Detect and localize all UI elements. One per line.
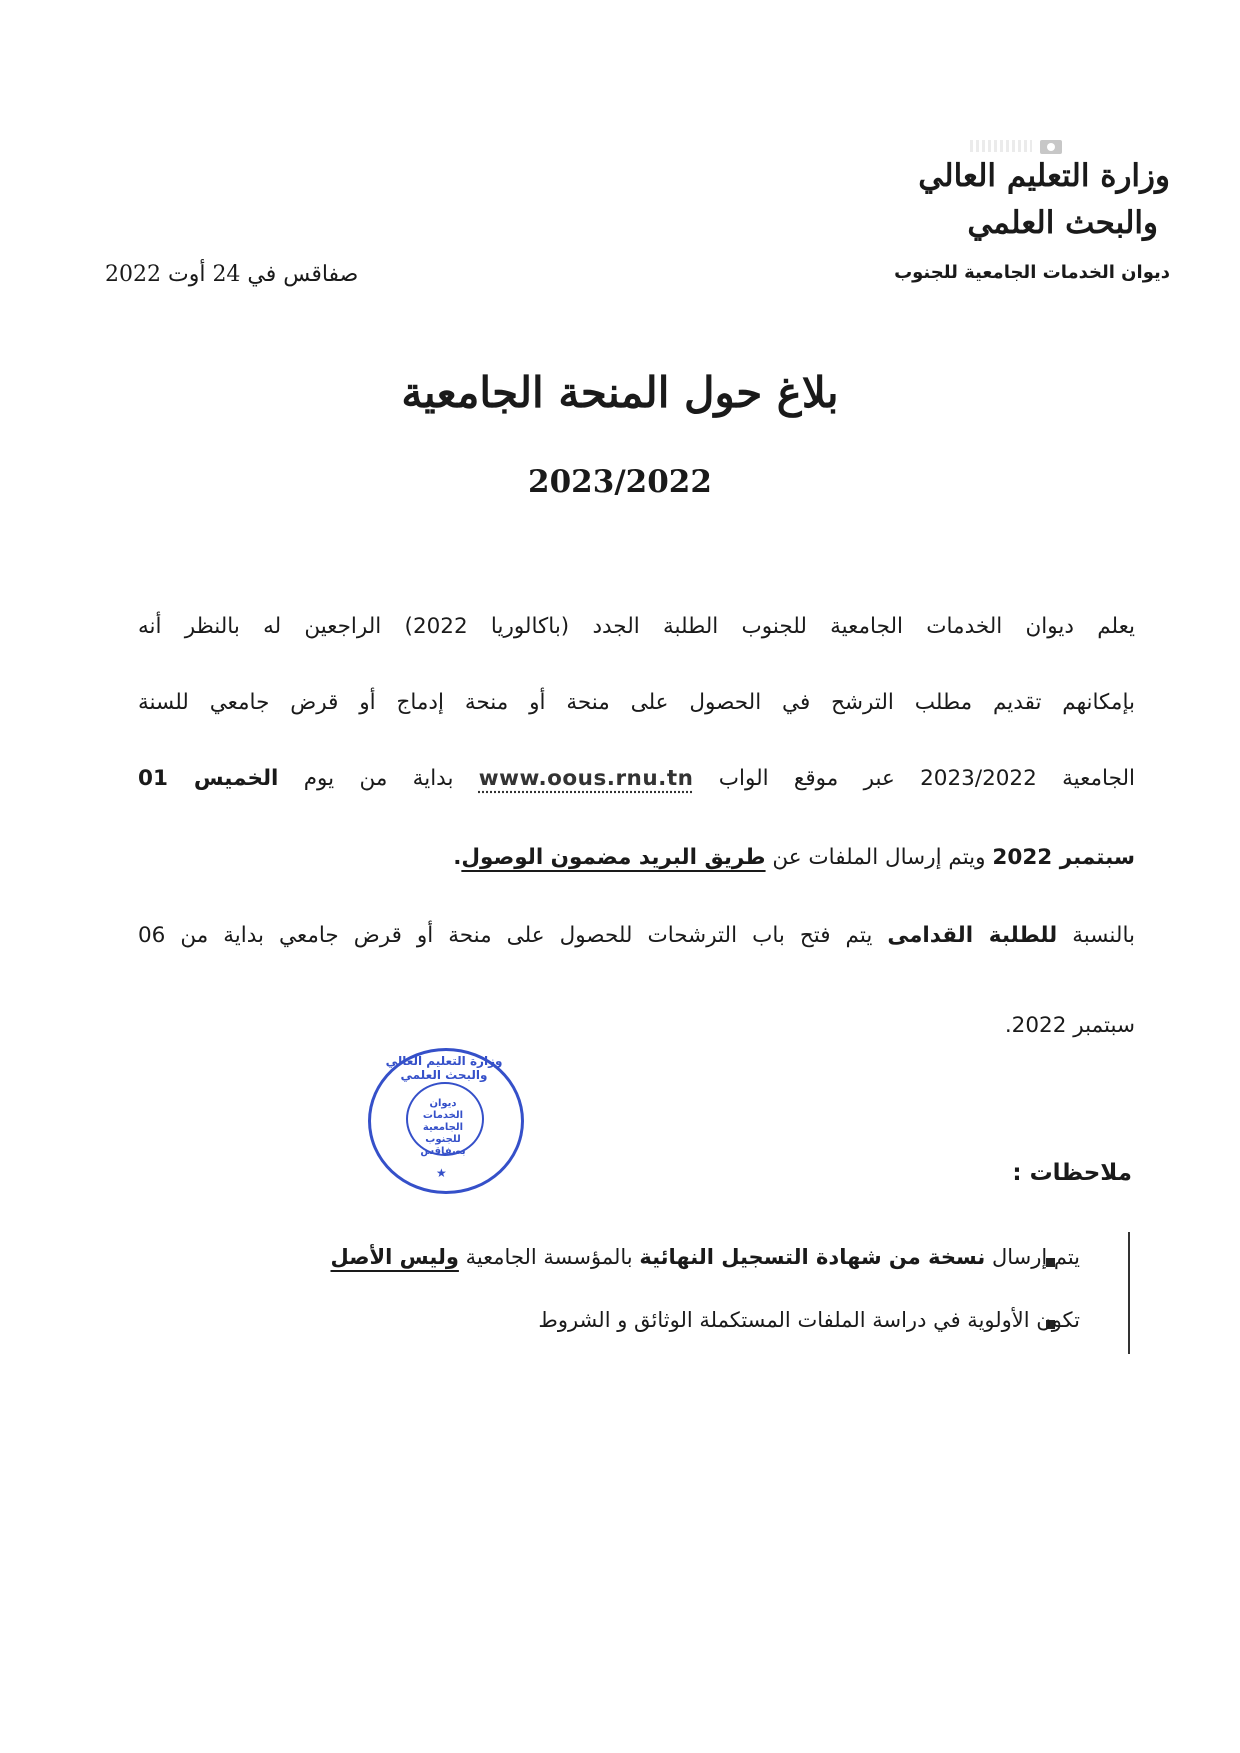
note-1-certificate: نسخة من شهادة التسجيل النهائية bbox=[639, 1245, 986, 1269]
body-line-5 bbox=[138, 923, 1135, 948]
body-line-3-text-b: بداية من يوم bbox=[303, 766, 454, 791]
note-2: تكون الأولوية في دراسة الملفات المستكملة الوثائق و الشروط bbox=[538, 1308, 1080, 1332]
ministry-name-line2: والبحث العلمي bbox=[967, 205, 1158, 241]
body-line-3 bbox=[138, 766, 1135, 791]
body-line-3-text-a: الجامعية 2023/2022 عبر موقع الواب bbox=[718, 766, 1135, 791]
body-line-1: يعلم ديوان الخدمات الجامعية للجنوب الطلبة الجدد (باكالوريا 2022) الراجعين له بالنظر أنه bbox=[138, 614, 1135, 639]
note-1-not-original: وليس الأصل bbox=[330, 1245, 459, 1269]
official-stamp bbox=[368, 1048, 528, 1198]
ministry-name-line1: وزارة التعليم العالي bbox=[918, 158, 1170, 194]
notes-side-rule bbox=[1128, 1232, 1130, 1354]
note-1-text-c: بالمؤسسة الجامعية bbox=[465, 1245, 633, 1269]
registered-mail-notice: طريق البريد مضمون الوصول bbox=[461, 845, 766, 870]
body-line-4 bbox=[453, 845, 1135, 870]
body-line-4-period: . bbox=[453, 845, 462, 870]
body-line-2: بإمكانهم تقديم مطلب الترشح في الحصول على منحة أو منحة إدماج أو قرض جامعي للسنة bbox=[138, 690, 1135, 715]
note-1-text-a: يتم إرسال bbox=[991, 1245, 1080, 1269]
start-date-new-students: الخميس 01 bbox=[138, 766, 279, 791]
place-date: صفاقس في 24 أوت 2022 bbox=[105, 262, 359, 287]
office-name: ديوان الخدمات الجامعية للجنوب bbox=[894, 262, 1170, 283]
body-line-5-text-a: بالنسبة bbox=[1072, 923, 1135, 948]
notes-title: ملاحظات : bbox=[1012, 1160, 1132, 1186]
document-title: بلاغ حول المنحة الجامعية bbox=[401, 368, 839, 417]
tunisia-flag-icon bbox=[1040, 140, 1062, 154]
body-line-6: سبتمبر 2022. bbox=[1004, 1013, 1135, 1038]
stamp-ring-text: وزارة التعليم العالي والبحث العلمي bbox=[385, 1054, 503, 1082]
start-month-new-students: سبتمبر 2022 bbox=[992, 845, 1135, 870]
body-line-4-text: ويتم إرسال الملفات عن bbox=[772, 845, 986, 870]
former-students: للطلبة القدامى bbox=[887, 923, 1058, 948]
emblem-faint-icon bbox=[970, 140, 1032, 152]
stamp-center-text: ديوان الخدمات الجامعية للجنوب بصفاقس bbox=[420, 1098, 466, 1157]
note-1 bbox=[331, 1245, 1081, 1269]
academic-year: 2023/2022 bbox=[528, 464, 712, 500]
stamp-star-icon: ★ bbox=[436, 1166, 447, 1180]
website-link[interactable]: www.oous.rnu.tn bbox=[478, 766, 694, 791]
body-line-5-text-c: يتم فتح باب الترشحات للحصول على منحة أو قرض جامعي بداية من 06 bbox=[138, 923, 873, 948]
